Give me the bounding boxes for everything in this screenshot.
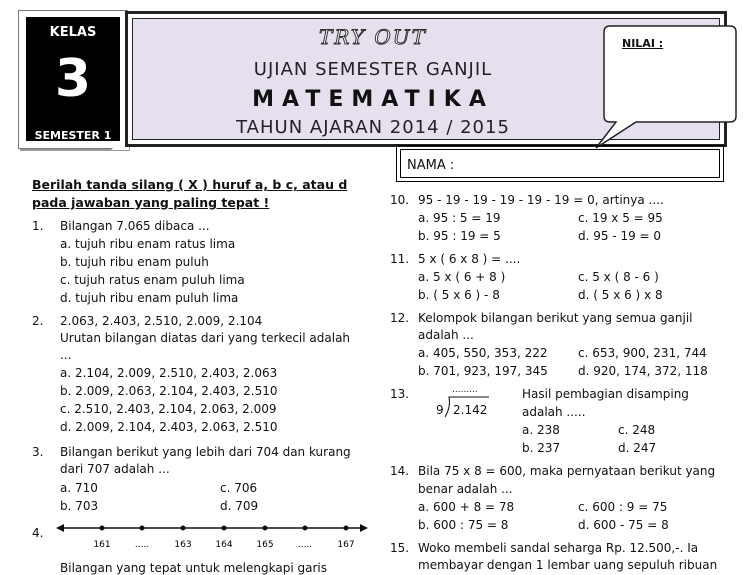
tick-dot	[222, 526, 227, 531]
nilai-label: NILAI :	[622, 37, 664, 50]
q13-divisor: 9	[436, 403, 444, 417]
q10-number: 10.	[390, 193, 410, 207]
q14-text-1: Bila 75 x 8 = 600, maka pernyataan berikut yang	[418, 464, 716, 478]
q2-option-d: d. 2.009, 2.104, 2.403, 2.063, 2.510	[60, 420, 278, 434]
q12-option-c: c. 653, 900, 231, 744	[578, 346, 707, 360]
q15-text-2: membayar dengan 1 lembar uang sepuluh ribuan	[418, 558, 718, 572]
q4-text: Bilangan yang tepat untuk melengkapi garis	[60, 561, 327, 575]
q1-text: Bilangan 7.065 dibaca ...	[60, 219, 210, 233]
tick-label: 165	[256, 540, 274, 550]
tick-dot	[303, 526, 308, 531]
tick-label: 161	[93, 540, 111, 550]
q2-option-a: a. 2.104, 2.009, 2.510, 2.403, 2.063	[60, 366, 278, 380]
q14-option-b: b. 600 : 75 = 8	[418, 518, 509, 532]
instruction-line-2: pada jawaban yang paling tepat !	[32, 195, 270, 210]
q3-text-1: Bilangan berikut yang lebih dari 704 dan kurang	[60, 445, 351, 459]
q13-dividend: 2.142	[453, 403, 488, 417]
q3-option-d: d. 709	[220, 499, 259, 513]
q10-option-d: d. 95 - 19 = 0	[578, 229, 662, 243]
tick-dot	[344, 526, 349, 531]
q11-option-d: d. ( 5 x 6 ) x 8	[578, 288, 663, 302]
q2-option-b: b. 2.009, 2.063, 2.104, 2.403, 2.510	[60, 384, 278, 398]
q11-text: 5 x ( 6 x 8 ) = ....	[418, 252, 521, 266]
q14-option-c: c. 600 : 9 = 75	[578, 500, 668, 514]
nilai-speech-bubble	[590, 20, 740, 150]
kelas-number: 3	[54, 49, 92, 109]
q1-option-d: d. tujuh ribu enam puluh lima	[60, 291, 239, 305]
q13-option-a: a. 238	[522, 423, 560, 437]
exam-title: UJIAN SEMESTER GANJIL	[253, 59, 493, 80]
nama-label: NAMA :	[407, 158, 455, 173]
q1-option-b: b. tujuh ribu enam puluh	[60, 255, 209, 269]
q12-number: 12.	[390, 311, 410, 325]
nama-box	[396, 145, 724, 182]
q14-option-a: a. 600 + 8 = 78	[418, 500, 515, 514]
q14-option-d: d. 600 - 75 = 8	[578, 518, 669, 532]
q11-number: 11.	[390, 252, 410, 266]
q12-option-b: b. 701, 923, 197, 345	[418, 364, 548, 378]
q2-text-2: Urutan bilangan diatas dari yang terkecil adalah	[60, 331, 351, 345]
q11-option-a: a. 5 x ( 6 + 8 )	[418, 270, 506, 284]
q10-option-b: b. 95 : 19 = 5	[418, 229, 501, 243]
q1-number: 1.	[32, 219, 44, 233]
q15-number: 15.	[390, 541, 410, 555]
semester-label: SEMESTER 1	[34, 129, 112, 142]
q2-text-3: ...	[60, 348, 72, 362]
q10-option-c: c. 19 x 5 = 95	[578, 211, 663, 225]
q11-option-b: b. ( 5 x 6 ) - 8	[418, 288, 500, 302]
q12-option-d: d. 920, 174, 372, 118	[578, 364, 708, 378]
tick-label: 164	[215, 540, 233, 550]
q12-text-2: adalah ...	[418, 328, 474, 342]
tick-dot	[100, 526, 105, 531]
q3-option-b: b. 703	[60, 499, 99, 513]
q15-text-1: Woko membeli sandal seharga Rp. 12.500,-. Ia	[418, 541, 699, 555]
q1-option-a: a. tujuh ribu enam ratus lima	[60, 237, 236, 251]
kelas-label: KELAS	[49, 25, 97, 40]
q10-option-a: a. 95 : 5 = 19	[418, 211, 501, 225]
q3-option-c: c. 706	[220, 481, 258, 495]
q3-number: 3.	[32, 445, 44, 459]
q2-text-1: 2.063, 2.403, 2.510, 2.009, 2.104	[60, 314, 263, 328]
tick-label: 163	[174, 540, 192, 550]
tick-dot	[263, 526, 268, 531]
nama-field[interactable]	[400, 149, 720, 178]
q12-option-a: a. 405, 550, 353, 222	[418, 346, 548, 360]
kelas-panel	[26, 17, 120, 141]
q13-quotient-dots: .........	[452, 385, 478, 395]
tick-label: .....	[134, 540, 150, 550]
q2-option-c: c. 2.510, 2.403, 2.104, 2.063, 2.009	[60, 402, 277, 416]
instruction-line-1: Berilah tanda silang ( X ) huruf a, b c, atau d	[32, 177, 348, 192]
q13-option-d: d. 247	[618, 441, 657, 455]
tick-dot	[140, 526, 145, 531]
q4-number: 4.	[32, 526, 44, 540]
q3-text-2: dari 707 adalah ...	[60, 462, 170, 476]
q12-text-1: Kelompok bilangan berikut yang semua ganjil	[418, 311, 693, 325]
q2-number: 2.	[32, 314, 44, 328]
q13-number: 13.	[390, 387, 410, 401]
kelas-box	[18, 10, 128, 149]
q1-option-c: c. tujuh ratus enam puluh lima	[60, 273, 245, 287]
q3-option-a: a. 710	[60, 481, 98, 495]
tick-label: 167	[337, 540, 355, 550]
q10-text: 95 - 19 - 19 - 19 - 19 - 19 = 0, artinya ....	[418, 193, 664, 207]
subject-title: MATEMATIKA	[252, 87, 494, 112]
q11-option-c: c. 5 x ( 8 - 6 )	[578, 270, 659, 284]
academic-year: TAHUN AJARAN 2014 / 2015	[236, 117, 510, 138]
q13-text-1: Hasil pembagian disamping	[522, 387, 689, 401]
q13-option-c: c. 248	[618, 423, 656, 437]
q14-text-2: benar adalah ...	[418, 482, 513, 496]
tryout-title: TRY OUT	[319, 25, 427, 49]
q13-text-2: adalah .....	[522, 405, 586, 419]
number-line	[56, 520, 371, 554]
q14-number: 14.	[390, 464, 410, 478]
tick-dot	[181, 526, 186, 531]
tick-label: .....	[297, 540, 313, 550]
q13-option-b: b. 237	[522, 441, 561, 455]
